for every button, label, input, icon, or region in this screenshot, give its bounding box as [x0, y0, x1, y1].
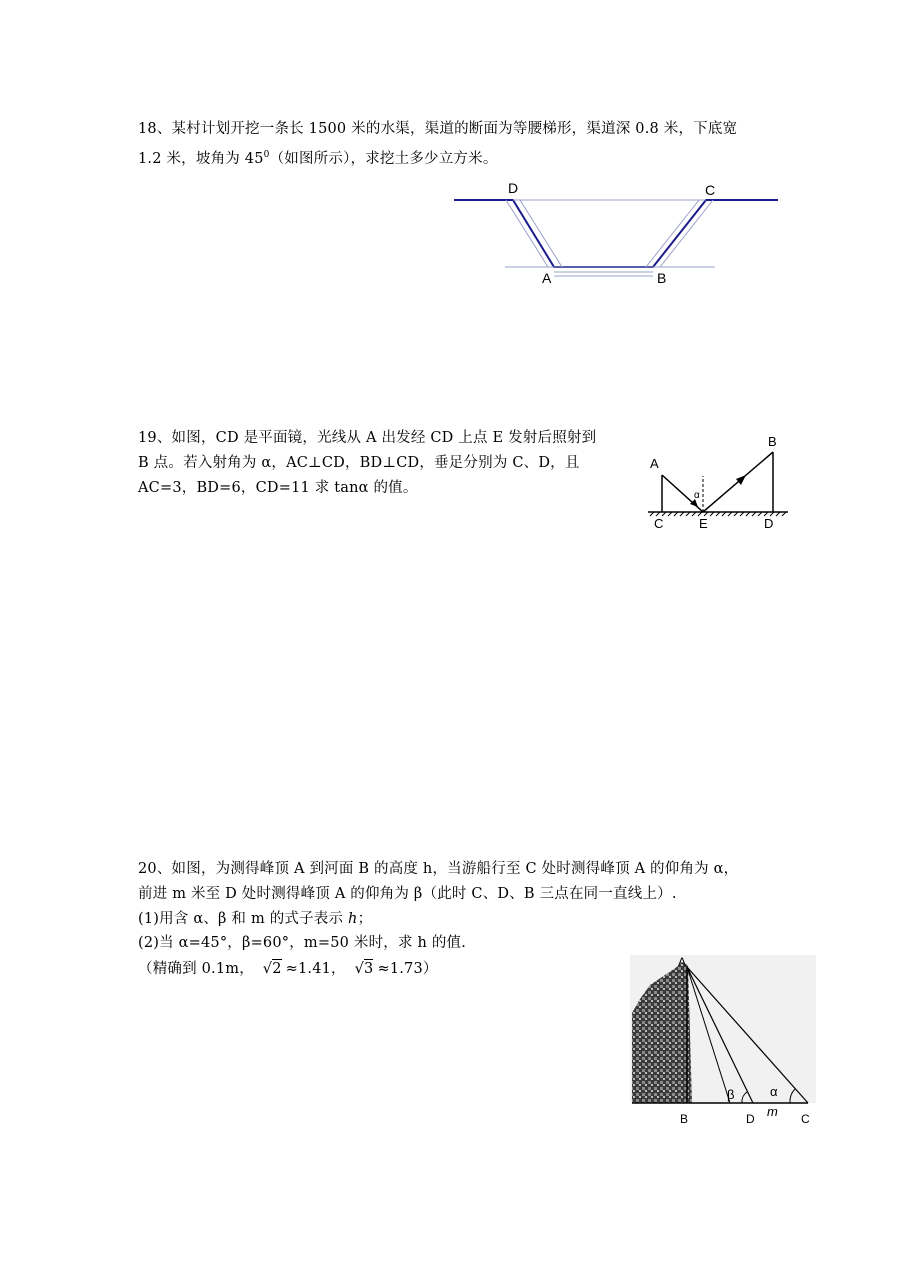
- problem-20-line-3-b: ；: [357, 911, 373, 927]
- mountain-elevation-diagram: [630, 955, 818, 1130]
- label-A: A: [650, 456, 659, 471]
- problem-20-line-3: [138, 910, 372, 928]
- canal-trapezoid-diagram: [450, 175, 785, 290]
- problem-19-line-2: B 点。若入射角为 α，AC⊥CD，BD⊥CD，垂足分别为 C、D，且: [138, 455, 580, 471]
- problem-18-line-2-b: （如图所示），求挖土多少立方米。: [269, 151, 498, 167]
- label-beta: β: [727, 1087, 735, 1102]
- problem-20-line-2: 前进 m 米至 D 处时测得峰顶 A 的仰角为 β（此时 C、D、B 三点在同一直线上）.: [138, 886, 677, 902]
- problem-20-line-3-a: (1)用含 α、β 和 m 的式子表示: [138, 911, 349, 927]
- label-D: D: [508, 180, 519, 196]
- label-A: A: [678, 955, 687, 969]
- ray-EB: [703, 452, 773, 512]
- label-alpha: α: [694, 490, 700, 501]
- problem-20-line-4: (2)当 α=45°，β=60°，m=50 米时，求 h 的值.: [138, 935, 467, 951]
- arrowhead-reflected: [736, 475, 746, 485]
- mirror-reflection-diagram: [640, 430, 795, 535]
- problem-20-line-1: 20、如图，为测得峰顶 A 到河面 B 的高度 h，当游船行至 C 处时测得峰顶 A 的仰角为 α，: [138, 861, 739, 877]
- label-D: D: [746, 1112, 755, 1126]
- label-B: B: [680, 1112, 689, 1126]
- label-C: C: [705, 182, 716, 198]
- label-B: B: [657, 270, 667, 286]
- sqrt-2: √2: [262, 961, 282, 977]
- label-alpha: α: [770, 1084, 778, 1099]
- problem-18-line-2-a: 1.2 米，坡角为 45: [138, 151, 264, 167]
- problem-20-line-5-b: ≈1.41，: [285, 961, 346, 977]
- label-A: A: [542, 270, 552, 286]
- label-C: C: [654, 516, 664, 531]
- problem-19-line-3: AC=3，BD=6，CD=11 求 tanα 的值。: [138, 480, 418, 496]
- label-C: C: [801, 1112, 810, 1126]
- problem-20-line-5: [138, 960, 438, 978]
- problem-18-line-2: [138, 146, 498, 168]
- label-D: D: [764, 516, 774, 531]
- problem-20-line-5-c: ≈1.73）: [377, 961, 438, 977]
- problem-20-line-5-a: （精确到 0.1m，: [138, 961, 254, 977]
- label-E: E: [699, 516, 708, 531]
- problem-18-line-1: 18、某村计划开挖一条长 1500 米的水渠，渠道的断面为等腰梯形，渠道深 0.8 米，下底宽: [138, 121, 738, 137]
- label-m: m: [767, 1104, 778, 1119]
- degree-superscript: 0: [263, 150, 270, 160]
- variable-h: h: [348, 911, 358, 927]
- label-B: B: [768, 434, 777, 449]
- sqrt-3: √3: [354, 961, 374, 977]
- canal-outline: [454, 200, 778, 276]
- problem-19-line-1: 19、如图，CD 是平面镜，光线从 A 出发经 CD 上点 E 发射后照射到: [138, 430, 597, 446]
